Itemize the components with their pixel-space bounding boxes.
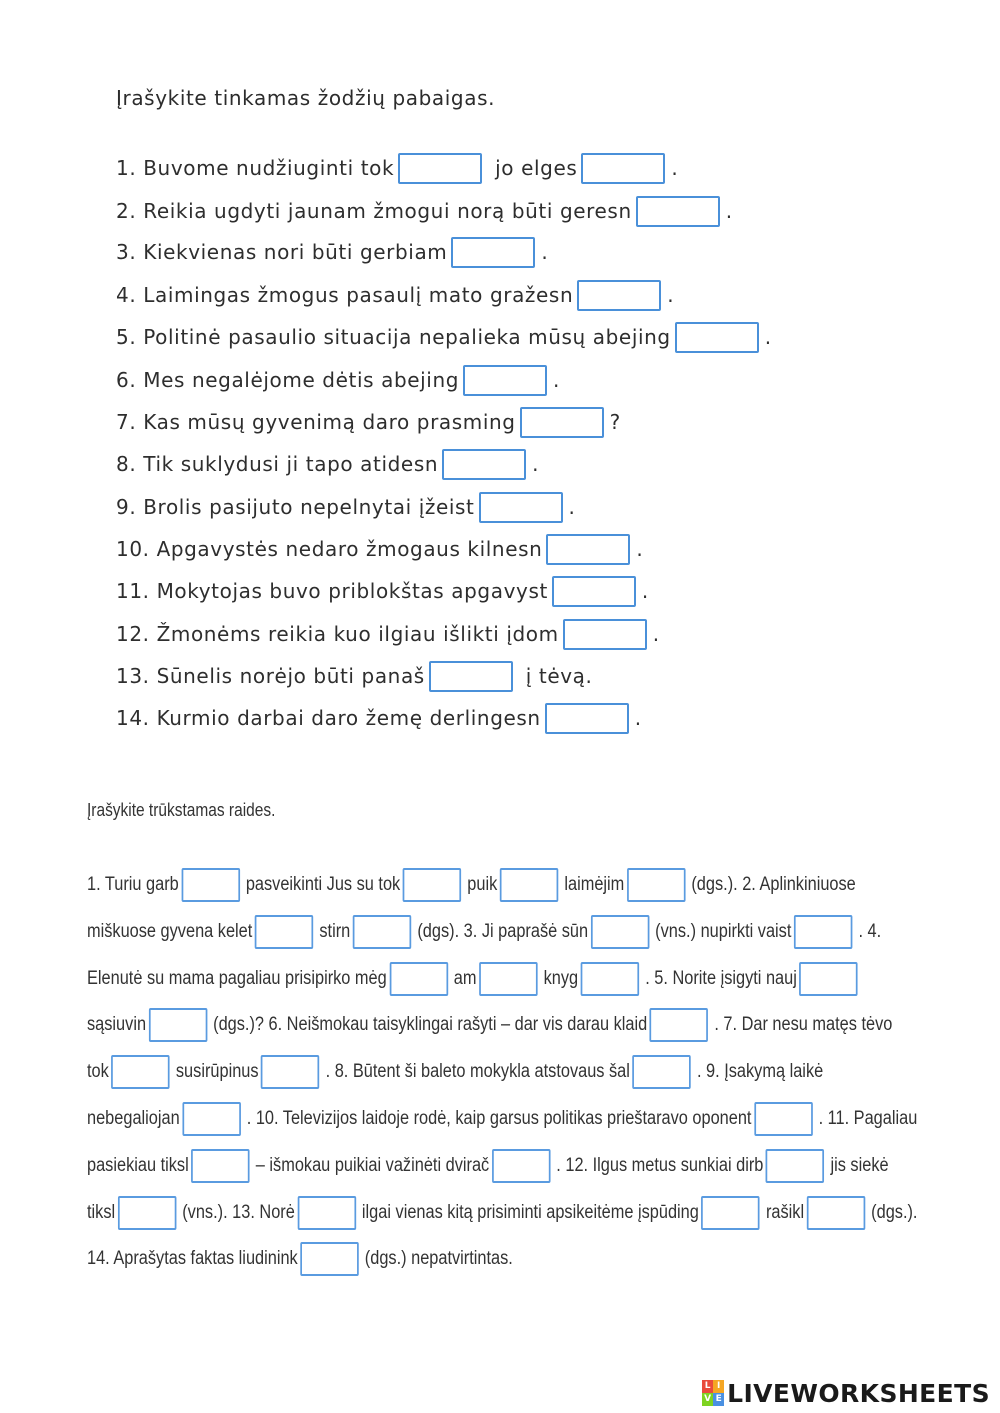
- paragraph-text: – išmokau puikiai važinėti dvirač: [255, 1155, 490, 1176]
- answer-input[interactable]: [581, 962, 639, 996]
- answer-input[interactable]: [627, 868, 685, 902]
- paragraph-text: ilgai vienas kitą prisiminti apsikeitėme įspūding: [361, 1202, 699, 1223]
- answer-input[interactable]: [794, 915, 852, 949]
- sentence-text: .: [553, 368, 560, 392]
- answer-input[interactable]: [581, 153, 665, 184]
- paragraph-line-5: [87, 1053, 934, 1091]
- answer-input[interactable]: [807, 1196, 865, 1230]
- sentence-text: ?: [609, 410, 621, 434]
- paragraph-text: . 5. Norite įsigyti nauj: [645, 968, 797, 989]
- paragraph-line-2: [87, 913, 934, 951]
- paragraph-text: (vns.). 13. Norė: [182, 1202, 295, 1223]
- sentence-text: .: [667, 283, 675, 307]
- sentence-text: .: [634, 706, 642, 730]
- paragraph-text: sąsiuvin: [87, 1014, 147, 1035]
- answer-input[interactable]: [520, 407, 604, 438]
- paragraph-line-7: [87, 1147, 934, 1185]
- answer-input[interactable]: [546, 534, 630, 565]
- sentence-14: [116, 700, 642, 736]
- sentence-text: 1. Buvome nudžiuginti tok: [116, 156, 395, 180]
- sentence-11: [116, 573, 649, 609]
- paragraph-line-6: [87, 1100, 934, 1138]
- sentence-text: 14. Kurmio darbai daro žemę derlingesn: [116, 706, 541, 730]
- answer-input[interactable]: [429, 661, 513, 692]
- paragraph-text: . 8. Būtent ši baleto mokykla atstovaus šal: [325, 1061, 630, 1082]
- liveworksheets-logo-icon: [702, 1380, 724, 1406]
- answer-input[interactable]: [552, 576, 636, 607]
- paragraph-text: tok: [87, 1061, 109, 1082]
- section1-title: Įrašykite tinkamas žodžių pabaigas.: [116, 86, 496, 110]
- sentence-text: 10. Apgavystės nedaro žmogaus kilnesn: [116, 537, 543, 561]
- paragraph-text: Elenutė su mama pagaliau prisipirko mėg: [87, 968, 387, 989]
- sentence-text: 13. Sūnelis norėjo būti panaš: [116, 664, 425, 688]
- paragraph-text: . 7. Dar nesu matęs tėvo: [714, 1014, 893, 1035]
- paragraph-text: rašikl: [765, 1202, 805, 1223]
- paragraph-text: jis siekė: [830, 1155, 889, 1176]
- answer-input[interactable]: [500, 868, 558, 902]
- sentence-text: 5. Politinė pasaulio situacija nepalieka mūsų abejing: [116, 325, 671, 349]
- answer-input[interactable]: [261, 1055, 319, 1089]
- logo-text: LIVEWORKSHEETS: [727, 1378, 990, 1408]
- answer-input[interactable]: [403, 868, 461, 902]
- sentence-3: [116, 234, 548, 270]
- paragraph-text: (vns.) nupirkti vaist: [655, 921, 792, 942]
- answer-input[interactable]: [182, 1102, 240, 1136]
- sentence-12: [116, 616, 660, 652]
- sentence-text: 8. Tik suklydusi ji tapo atidesn: [116, 452, 439, 476]
- answer-input[interactable]: [389, 962, 447, 996]
- logo-mark-cell: L: [702, 1380, 713, 1393]
- answer-input[interactable]: [636, 196, 720, 227]
- sentence-8: [116, 446, 539, 482]
- paragraph-text: . 4.: [858, 921, 882, 942]
- sentence-text: 9. Brolis pasijuto nepelnytai įžeist: [116, 495, 475, 519]
- sentence-text: .: [764, 325, 772, 349]
- paragraph-text: susirūpinus: [175, 1061, 259, 1082]
- paragraph-text: puik: [467, 874, 498, 895]
- sentence-text: 7. Kas mūsų gyvenimą daro prasming: [116, 410, 516, 434]
- paragraph-line-3: [87, 960, 934, 998]
- answer-input[interactable]: [398, 153, 482, 184]
- answer-input[interactable]: [181, 868, 239, 902]
- sentence-text: .: [636, 537, 644, 561]
- sentence-5: [116, 319, 772, 355]
- answer-input[interactable]: [650, 1008, 708, 1042]
- answer-input[interactable]: [297, 1196, 355, 1230]
- answer-input[interactable]: [255, 915, 313, 949]
- sentence-text: 11. Mokytojas buvo priblokštas apgavyst: [116, 579, 548, 603]
- sentence-10: [116, 531, 643, 567]
- paragraph-text: (dgs). 3. Ji paprašė sūn: [417, 921, 589, 942]
- sentence-text: .: [532, 452, 540, 476]
- sentence-text: 6. Mes negalėjome dėtis abejing: [116, 368, 460, 392]
- paragraph-text: (dgs.) nepatvirtintas.: [364, 1248, 513, 1269]
- answer-input[interactable]: [545, 703, 629, 734]
- paragraph-text: nebegaliojan: [87, 1108, 180, 1129]
- sentence-text: jo elges: [488, 156, 578, 180]
- paragraph-text: am: [453, 968, 477, 989]
- paragraph-text: 1. Turiu garb: [87, 874, 179, 895]
- answer-input[interactable]: [479, 962, 537, 996]
- answer-input[interactable]: [118, 1196, 176, 1230]
- logo-mark-cell: E: [713, 1393, 724, 1406]
- logo-mark-cell: I: [713, 1380, 724, 1393]
- answer-input[interactable]: [577, 280, 661, 311]
- sentence-9: [116, 489, 575, 525]
- paragraph-text: pasveikinti Jus su tok: [245, 874, 401, 895]
- paragraph-line-4: [87, 1006, 934, 1044]
- answer-input[interactable]: [191, 1149, 249, 1183]
- answer-input[interactable]: [300, 1242, 358, 1276]
- answer-input[interactable]: [591, 915, 649, 949]
- answer-input[interactable]: [799, 962, 857, 996]
- answer-input[interactable]: [149, 1008, 207, 1042]
- sentence-text: į tėvą.: [518, 664, 593, 688]
- answer-input[interactable]: [463, 365, 547, 396]
- sentence-2: [116, 193, 733, 229]
- answer-input[interactable]: [675, 322, 759, 353]
- answer-input[interactable]: [563, 619, 647, 650]
- answer-input[interactable]: [766, 1149, 824, 1183]
- paragraph-text: (dgs.).: [871, 1202, 918, 1223]
- sentence-text: .: [652, 622, 660, 646]
- sentence-text: .: [671, 156, 679, 180]
- sentence-text: .: [641, 579, 649, 603]
- sentence-7: [116, 404, 621, 440]
- sentence-text: 12. Žmonėms reikia kuo ilgiau išlikti įdom: [116, 622, 559, 646]
- paragraph-text: tiksl: [87, 1202, 116, 1223]
- paragraph-line-8: [87, 1194, 934, 1232]
- answer-input[interactable]: [492, 1149, 550, 1183]
- answer-input[interactable]: [111, 1055, 169, 1089]
- paragraph-text: (dgs.). 2. Aplinkiniuose: [691, 874, 856, 895]
- sentence-13: [116, 658, 593, 694]
- sentence-1: [116, 150, 678, 186]
- answer-input[interactable]: [479, 492, 563, 523]
- paragraph-line-1: [87, 866, 934, 904]
- sentence-6: [116, 362, 560, 398]
- paragraph-text: knyg: [543, 968, 579, 989]
- paragraph-line-9: [87, 1240, 934, 1278]
- answer-input[interactable]: [701, 1196, 759, 1230]
- paragraph-text: pasiekiau tiksl: [87, 1155, 189, 1176]
- paragraph-text: laimėjim: [564, 874, 625, 895]
- sentence-text: .: [541, 240, 549, 264]
- paragraph-text: . 9. Įsakymą laikė: [696, 1061, 824, 1082]
- paragraph-text: (dgs.)? 6. Neišmokau taisyklingai rašyti – dar vis darau klaid: [213, 1014, 648, 1035]
- sentence-text: .: [725, 199, 733, 223]
- paragraph-text: stirn: [319, 921, 351, 942]
- sentence-4: [116, 277, 674, 313]
- answer-input[interactable]: [442, 449, 526, 480]
- answer-input[interactable]: [451, 237, 535, 268]
- sentence-text: 2. Reikia ugdyti jaunam žmogui norą būti geresn: [116, 199, 632, 223]
- answer-input[interactable]: [754, 1102, 812, 1136]
- logo-mark-cell: V: [702, 1393, 713, 1406]
- paragraph-text: miškuose gyvena kelet: [87, 921, 253, 942]
- paragraph-text: 14. Aprašytas faktas liudinink: [87, 1248, 298, 1269]
- sentence-text: .: [568, 495, 576, 519]
- section2-title: Įrašykite trūkstamas raides.: [87, 800, 276, 820]
- liveworksheets-logo: [702, 1376, 990, 1410]
- paragraph-text: . 10. Televizijos laidoje rodė, kaip garsus politikas prieštaravo oponent: [246, 1108, 752, 1129]
- paragraph-text: . 11. Pagaliau: [818, 1108, 918, 1129]
- answer-input[interactable]: [632, 1055, 690, 1089]
- sentence-text: 3. Kiekvienas nori būti gerbiam: [116, 240, 448, 264]
- sentence-text: 4. Laimingas žmogus pasaulį mato gražesn: [116, 283, 574, 307]
- answer-input[interactable]: [353, 915, 411, 949]
- paragraph-text: . 12. Ilgus metus sunkiai dirb: [556, 1155, 764, 1176]
